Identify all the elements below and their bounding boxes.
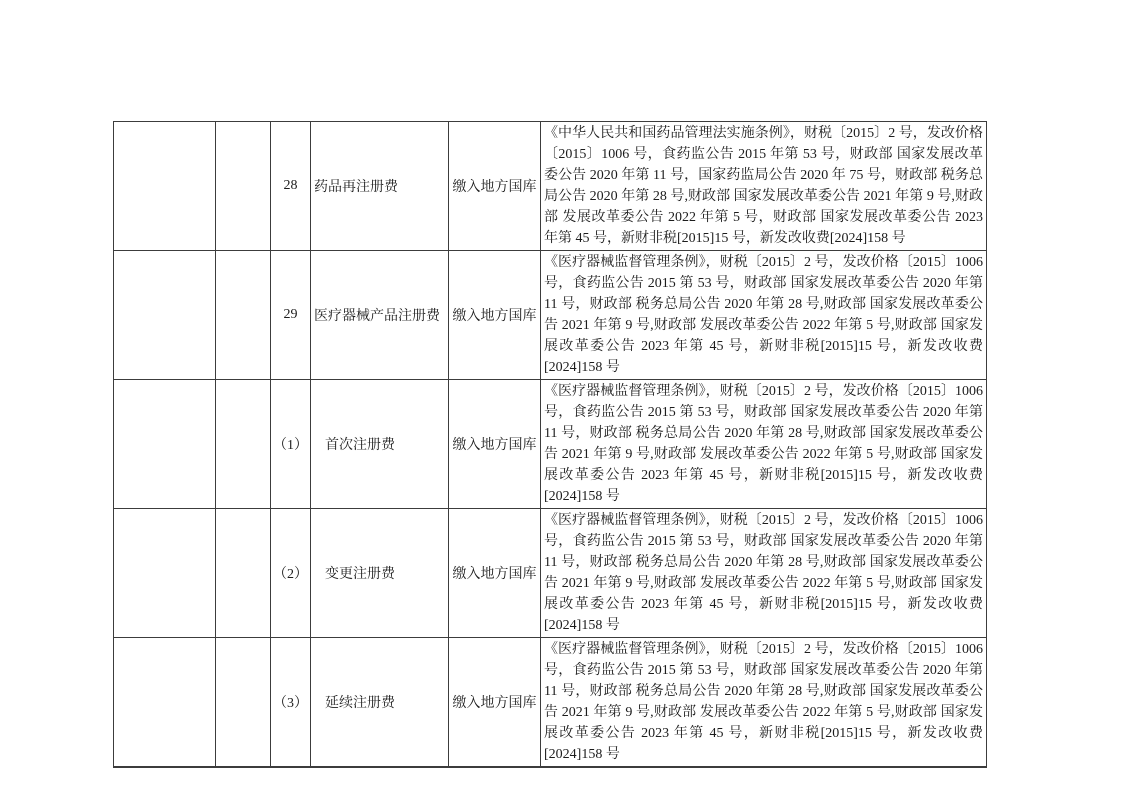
fee-name: 变更注册费 (311, 509, 449, 638)
table-row (114, 251, 987, 380)
fee-name: 药品再注册费 (311, 122, 449, 251)
category-cell (114, 122, 216, 251)
table-row (114, 122, 987, 251)
subcategory-cell (216, 122, 271, 251)
fee-name: 首次注册费 (311, 380, 449, 509)
legal-basis: 《医疗器械监督管理条例》，财税〔2015〕2 号，发改价格〔2015〕1006 号，食药监公告 2015 第 53 号，财政部 国家发展改革委公告 2020 年第 11 号，财政部 税务总局公告 2020 年第 28 号,财政部 国家发展改革委公告 2021 年第 9 号,财政部 发展改革委公告 2022 年第 5 号,财政部 国家发展改革委公告 2023 年第 45 号，新财非税[2015]15 号，新发改收费[2024]158 号 (541, 509, 987, 638)
item-number: （3） (271, 638, 311, 768)
item-number: （1） (271, 380, 311, 509)
treasury-destination: 缴入地方国库 (449, 251, 541, 380)
category-cell (114, 509, 216, 638)
treasury-destination: 缴入地方国库 (449, 380, 541, 509)
table-row (114, 509, 987, 638)
treasury-destination: 缴入地方国库 (449, 638, 541, 768)
legal-basis: 《医疗器械监督管理条例》，财税〔2015〕2 号，发改价格〔2015〕1006 号，食药监公告 2015 第 53 号，财政部 国家发展改革委公告 2020 年第 11 号，财政部 税务总局公告 2020 年第 28 号,财政部 国家发展改革委公告 2021 年第 9 号,财政部 发展改革委公告 2022 年第 5 号,财政部 国家发展改革委公告 2023 年第 45 号，新财非税[2015]15 号，新发改收费[2024]158 号 (541, 638, 987, 768)
treasury-destination: 缴入地方国库 (449, 122, 541, 251)
category-cell (114, 251, 216, 380)
legal-basis: 《医疗器械监督管理条例》，财税〔2015〕2 号，发改价格〔2015〕1006 号，食药监公告 2015 第 53 号，财政部 国家发展改革委公告 2020 年第 11 号，财政部 税务总局公告 2020 年第 28 号,财政部 国家发展改革委公告 2021 年第 9 号,财政部 发展改革委公告 2022 年第 5 号,财政部 国家发展改革委公告 2023 年第 45 号，新财非税[2015]15 号，新发改收费[2024]158 号 (541, 380, 987, 509)
table-row (114, 638, 987, 768)
fee-name: 医疗器械产品注册费 (311, 251, 449, 380)
subcategory-cell (216, 638, 271, 768)
subcategory-cell (216, 251, 271, 380)
category-cell (114, 380, 216, 509)
item-number: 28 (271, 122, 311, 251)
subcategory-cell (216, 509, 271, 638)
item-number: （2） (271, 509, 311, 638)
legal-basis: 《医疗器械监督管理条例》，财税〔2015〕2 号，发改价格〔2015〕1006 号，食药监公告 2015 第 53 号，财政部 国家发展改革委公告 2020 年第 11 号，财政部 税务总局公告 2020 年第 28 号,财政部 国家发展改革委公告 2021 年第 9 号,财政部 发展改革委公告 2022 年第 5 号,财政部 国家发展改革委公告 2023 年第 45 号，新财非税[2015]15 号，新发改收费[2024]158 号 (541, 251, 987, 380)
fee-name: 延续注册费 (311, 638, 449, 768)
item-number: 29 (271, 251, 311, 380)
treasury-destination: 缴入地方国库 (449, 509, 541, 638)
legal-basis: 《中华人民共和国药品管理法实施条例》，财税〔2015〕2 号，发改价格〔2015〕1006 号，食药监公告 2015 年第 53 号，财政部 国家发展改革委公告 2020 年第 11 号，国家药监局公告 2020 年 75 号，财政部 税务总局公告 2020 年第 28 号,财政部 国家发展改革委公告 2021 年第 9 号,财政部 发展改革委公告 2022 年第 5 号，财政部 国家发展改革委公告 2023 年第 45 号，新财非税[2015]15 号，新发改收费[2024]158 号 (541, 122, 987, 251)
table-row (114, 380, 987, 509)
subcategory-cell (216, 380, 271, 509)
category-cell (114, 638, 216, 768)
fee-table (113, 121, 987, 768)
